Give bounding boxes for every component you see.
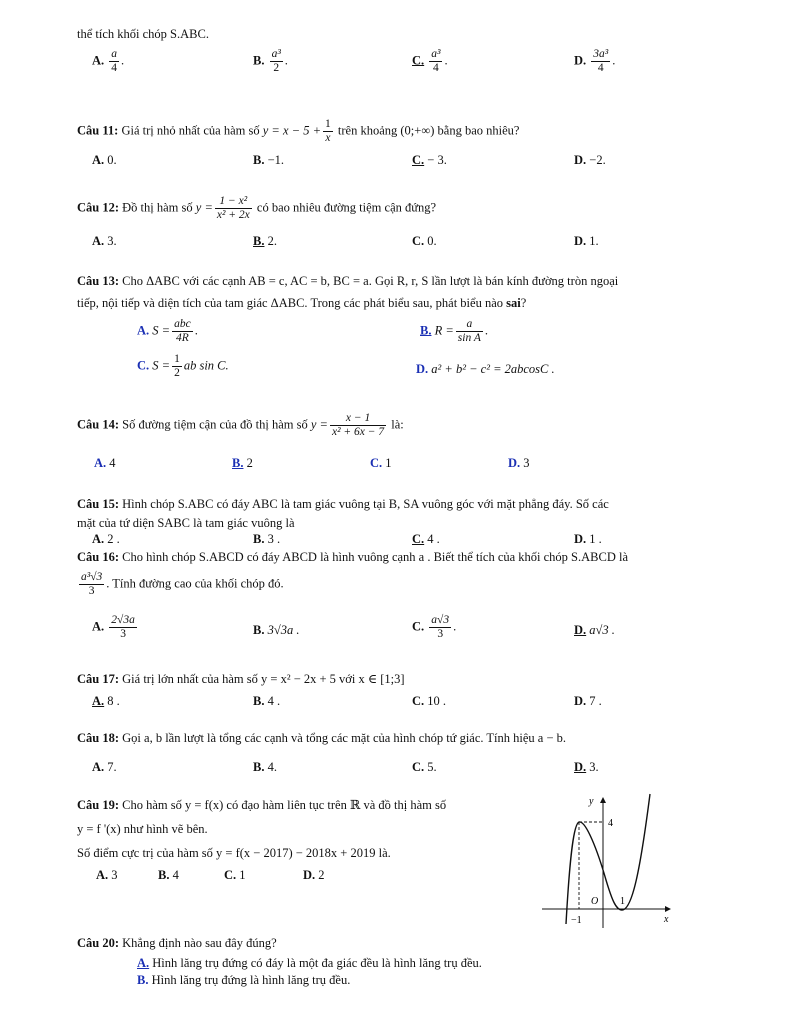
q12-option-b: B. 2. bbox=[253, 234, 277, 248]
x-axis-label: x bbox=[664, 914, 669, 925]
q11-option-a: A. 0. bbox=[92, 153, 117, 167]
q18-text: Câu 18: Gọi a, b lần lượt là tổng các cạnh và tổng các mặt của hình chóp tứ giác. Tính hiệu a − b. bbox=[77, 731, 567, 745]
q16-line2: $\frac{\text{a³√3}}{3}$ . Tính đường cao của khối chóp đó. bbox=[81, 571, 284, 597]
q13-option-a: A. S = $\frac{\text{abc}}{4R}$ . bbox=[137, 318, 198, 344]
q12-option-a: A. 3. bbox=[92, 234, 117, 248]
q12-text: Câu 12: Đồ thị hàm số y = $\frac{\text{1 − x²}}{\text{x² + 2x}}$ có bao nhiêu đường tiệm cận đứng? bbox=[77, 195, 437, 221]
q19-derivative-graph bbox=[540, 792, 680, 932]
q13-option-d: D. a² + b² − c² = 2abcosC . bbox=[416, 362, 555, 376]
q19-line3: Số điểm cực trị của hàm số y = f(x − 2017) − 2018x + 2019 là. bbox=[77, 846, 391, 860]
q17-text: Câu 17: Giá trị lớn nhất của hàm số y = x² − 2x + 5 với x ∈ [1;3] bbox=[77, 672, 405, 686]
q17-option-d: D. 7 . bbox=[574, 694, 602, 708]
q16-option-c: C. $\frac{a√3}{3}$ . bbox=[412, 614, 457, 640]
tick-minus-1: −1 bbox=[571, 915, 582, 926]
top-option-b: B. $\frac{\text{a³}}{2}$ . bbox=[253, 48, 288, 74]
q17-option-b: B. 4 . bbox=[253, 694, 281, 708]
q14-option-a: A. 4 bbox=[94, 456, 116, 470]
q19-option-b: B. 4 bbox=[158, 868, 179, 882]
q11-text: Câu 11: Giá trị nhỏ nhất của hàm số y = x − 5 + $\frac{1}{x}$ trên khoảng (0;+∞) bằng bao nhiêu? bbox=[77, 118, 520, 144]
q16-option-a: A. $\frac{2√3a}{3}$ bbox=[92, 614, 135, 640]
q19-option-d: D. 2 bbox=[303, 868, 325, 882]
q18-option-b: B. 4. bbox=[253, 760, 277, 774]
q15-option-c: C. 4 . bbox=[412, 532, 440, 546]
q14-option-d: D. 3 bbox=[508, 456, 530, 470]
q16-line1: Câu 16: Cho hình chóp S.ABCD có đáy ABCD là hình vuông cạnh a . Biết thể tích của khối chóp S.ABCD là bbox=[77, 550, 629, 564]
tick-4: 4 bbox=[608, 818, 613, 829]
q16-option-d: D. a√3 . bbox=[574, 623, 615, 637]
q19-option-c: C. 1 bbox=[224, 868, 246, 882]
q13-option-c: C. S = $\frac{1}{2}$ ab sin C. bbox=[137, 353, 229, 379]
y-axis-label: y bbox=[589, 796, 594, 807]
q15-option-a: A. 2 . bbox=[92, 532, 120, 546]
q19-line1: Câu 19: Cho hàm số y = f(x) có đạo hàm liên tục trên ℝ và đồ thị hàm số bbox=[77, 798, 447, 812]
q17-option-c: C. 10 . bbox=[412, 694, 447, 708]
top-line: thể tích khối chóp S.ABC. bbox=[77, 27, 209, 41]
q20-option-a: A. Hình lăng trụ đứng có đáy là một đa giác đều là hình lăng trụ đều. bbox=[137, 956, 482, 970]
q18-option-c: C. 5. bbox=[412, 760, 437, 774]
q18-option-a: A. 7. bbox=[92, 760, 117, 774]
q14-option-b: B. 2 bbox=[232, 456, 253, 470]
origin-label: O bbox=[591, 896, 599, 907]
top-option-d: D. $\frac{\text{3a³}}{4}$ . bbox=[574, 48, 616, 74]
q19-option-a: A. 3 bbox=[96, 868, 118, 882]
q11-option-b: B. −1. bbox=[253, 153, 285, 167]
q13-line2: tiếp, nội tiếp và diện tích của tam giác ΔABC. Trong các phát biểu sau, phát biểu nào sai? bbox=[77, 296, 527, 310]
q13-line1: Câu 13: Cho ΔABC với các cạnh AB = c, AC = b, BC = a. Gọi R, r, S lần lượt là bán kính đường tròn ngoại bbox=[77, 274, 619, 288]
q18-option-d: D. 3. bbox=[574, 760, 599, 774]
top-option-c: C. $\frac{\text{a³}}{4}$ . bbox=[412, 48, 448, 74]
q15-option-b: B. 3 . bbox=[253, 532, 281, 546]
q11-option-c: C. − 3. bbox=[412, 153, 447, 167]
tick-1: 1 bbox=[620, 896, 625, 907]
top-option-a: A. $\frac{a}{4}$ . bbox=[92, 48, 125, 74]
q20-option-b: B. Hình lăng trụ đứng là hình lăng trụ đều. bbox=[137, 973, 351, 987]
q14-option-c: C. 1 bbox=[370, 456, 392, 470]
q15-option-d: D. 1 . bbox=[574, 532, 602, 546]
q12-option-c: C. 0. bbox=[412, 234, 437, 248]
q19-line2: y = f '(x) như hình vẽ bên. bbox=[77, 822, 208, 836]
q20-text: Câu 20: Khẳng định nào sau đây đúng? bbox=[77, 936, 277, 950]
q11-option-d: D. −2. bbox=[574, 153, 606, 167]
q15-line2: mặt của tứ diện SABC là tam giác vuông là bbox=[77, 516, 295, 530]
q14-text: Câu 14: Số đường tiệm cận của đồ thị hàm số y = $\frac{x - 1}{\text{x² + 6x − 7}}$ là: bbox=[77, 412, 404, 438]
q15-line1: Câu 15: Hình chóp S.ABC có đáy ABC là tam giác vuông tại B, SA vuông góc với mặt phẳng đáy. Số các bbox=[77, 497, 609, 511]
q16-option-b: B. 3√3a . bbox=[253, 623, 300, 637]
q12-option-d: D. 1. bbox=[574, 234, 599, 248]
q17-option-a: A. 8 . bbox=[92, 694, 120, 708]
q13-option-b: B. R = $\frac{a}{\text{sin A}}$ . bbox=[420, 318, 489, 344]
